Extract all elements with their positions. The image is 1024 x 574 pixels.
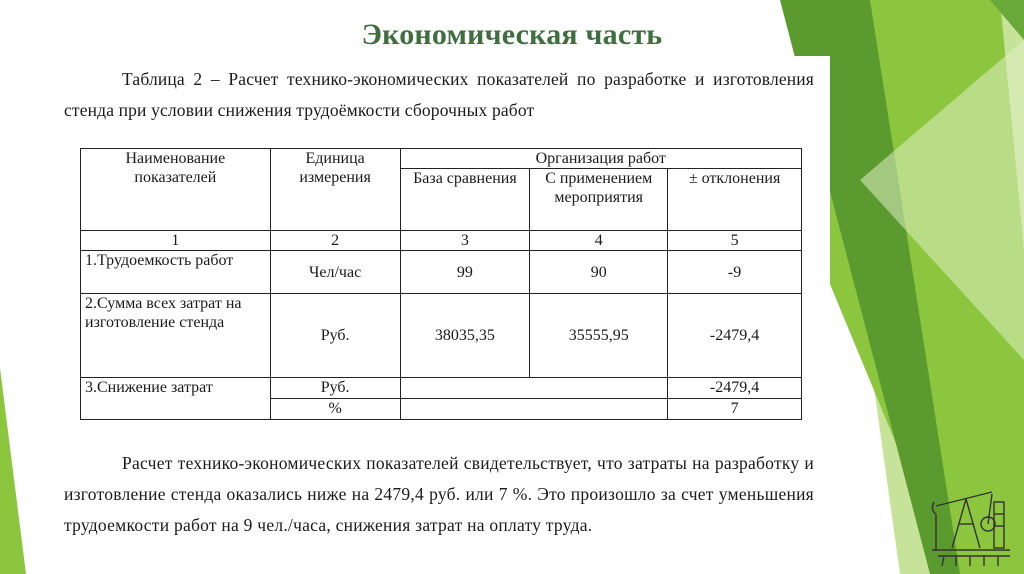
header-unit: Единица измерения <box>270 149 400 231</box>
table-row <box>81 378 802 399</box>
table-caption: Таблица 2 – Расчет технико-экономических показателей по разработке и изготовления стенда при условии снижения трудоёмкости сборочных работ <box>64 69 814 120</box>
row-name: 2.Сумма всех затрат на изготовление стенда <box>81 294 271 378</box>
row-base: 99 <box>400 251 530 294</box>
col-number: 2 <box>270 231 400 251</box>
row-deviation: -2479,4 <box>668 378 802 399</box>
header-deviation: ± отклонения <box>668 169 802 231</box>
col-number: 3 <box>400 231 530 251</box>
header-row <box>81 149 802 169</box>
row-name: 3.Снижение затрат <box>81 378 271 420</box>
left-green-stripe <box>0 368 26 574</box>
row-with-measure: 35555,95 <box>530 294 668 378</box>
header-org: Организация работ <box>400 149 802 169</box>
row-merged-empty <box>400 399 668 420</box>
table-row <box>81 251 802 294</box>
row-base: 38035,35 <box>400 294 530 378</box>
conclusion-paragraph: Расчет технико-экономических показателей свидетельствует, что затраты на разработку и изготовление стенда оказались ниже на 2479,4 руб. или 7 %. Это произошло за счет уменьшения трудоемкости работ на 9 чел./часа, снижения затрат на оплату труда. <box>64 453 814 535</box>
row-merged-empty <box>400 378 668 399</box>
document-page <box>50 56 830 574</box>
numbering-row <box>81 231 802 251</box>
row-unit: Руб. <box>270 294 400 378</box>
col-number: 1 <box>81 231 271 251</box>
row-deviation: -9 <box>668 251 802 294</box>
row-unit: Чел/час <box>270 251 400 294</box>
slide-title: Экономическая часть <box>361 18 663 51</box>
row-unit: % <box>270 399 400 420</box>
row-unit: Руб. <box>270 378 400 399</box>
indicators-table <box>80 148 802 420</box>
row-deviation: -2479,4 <box>668 294 802 378</box>
table-row <box>81 294 802 378</box>
oil-pump-icon <box>930 484 1012 570</box>
row-deviation: 7 <box>668 399 802 420</box>
header-name: Наименование показателей <box>81 149 271 231</box>
header-with-measure: С применением мероприятия <box>530 169 668 231</box>
col-number: 4 <box>530 231 668 251</box>
col-number: 5 <box>668 231 802 251</box>
row-with-measure: 90 <box>530 251 668 294</box>
row-name: 1.Трудоемкость работ <box>81 251 271 294</box>
header-base: База сравнения <box>400 169 530 231</box>
